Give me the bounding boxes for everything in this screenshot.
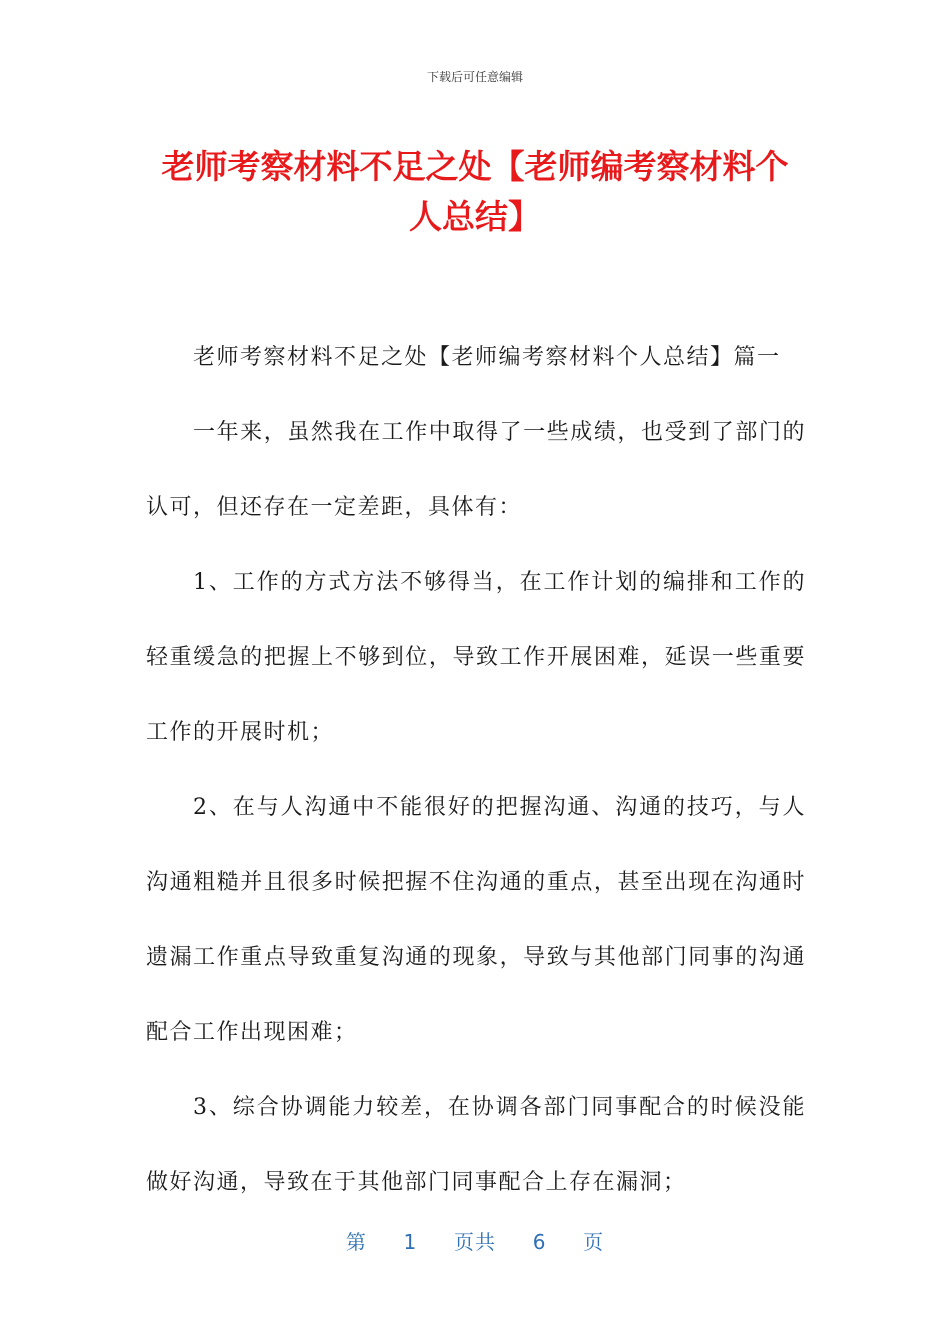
paragraph: 一年来，虽然我在工作中取得了一些成绩，也受到了部门的认可，但还存在一定差距，具体有： [146,420,806,520]
page-total: 6 [532,1230,547,1254]
paragraph: 1、工作的方式方法不够得当，在工作计划的编排和工作的轻重缓急的把握上不够到位，导致工作开展困难，延误一些重要工作的开展时机； [146,570,806,745]
paragraph: 2、在与人沟通中不能很好的把握沟通、沟通的技巧，与人沟通粗糙并且很多时候把握不住沟通的重点，甚至出现在沟通时遗漏工作重点导致重复沟通的现象，导致与其他部门同事的沟通配合工作出现困难； [146,795,806,1045]
paragraph-heading: 老师考察材料不足之处【老师编考察材料个人总结】篇一 [193,345,781,370]
paragraph: 3、综合协调能力较差，在协调各部门同事配合的时候没能做好沟通，导致在于其他部门同事配合上存在漏洞； [146,1095,806,1195]
page-number: 1 [403,1230,418,1254]
page-suffix: 页 [583,1230,605,1254]
document-body [146,320,806,1220]
page-footer [0,1226,950,1255]
header-note: 下载后可任意编辑 [426,70,523,84]
page-middle: 页共 [454,1230,496,1254]
document-title: 老师考察材料不足之处【老师编考察材料个人总结】 [161,147,789,236]
page-prefix: 第 [345,1230,367,1254]
